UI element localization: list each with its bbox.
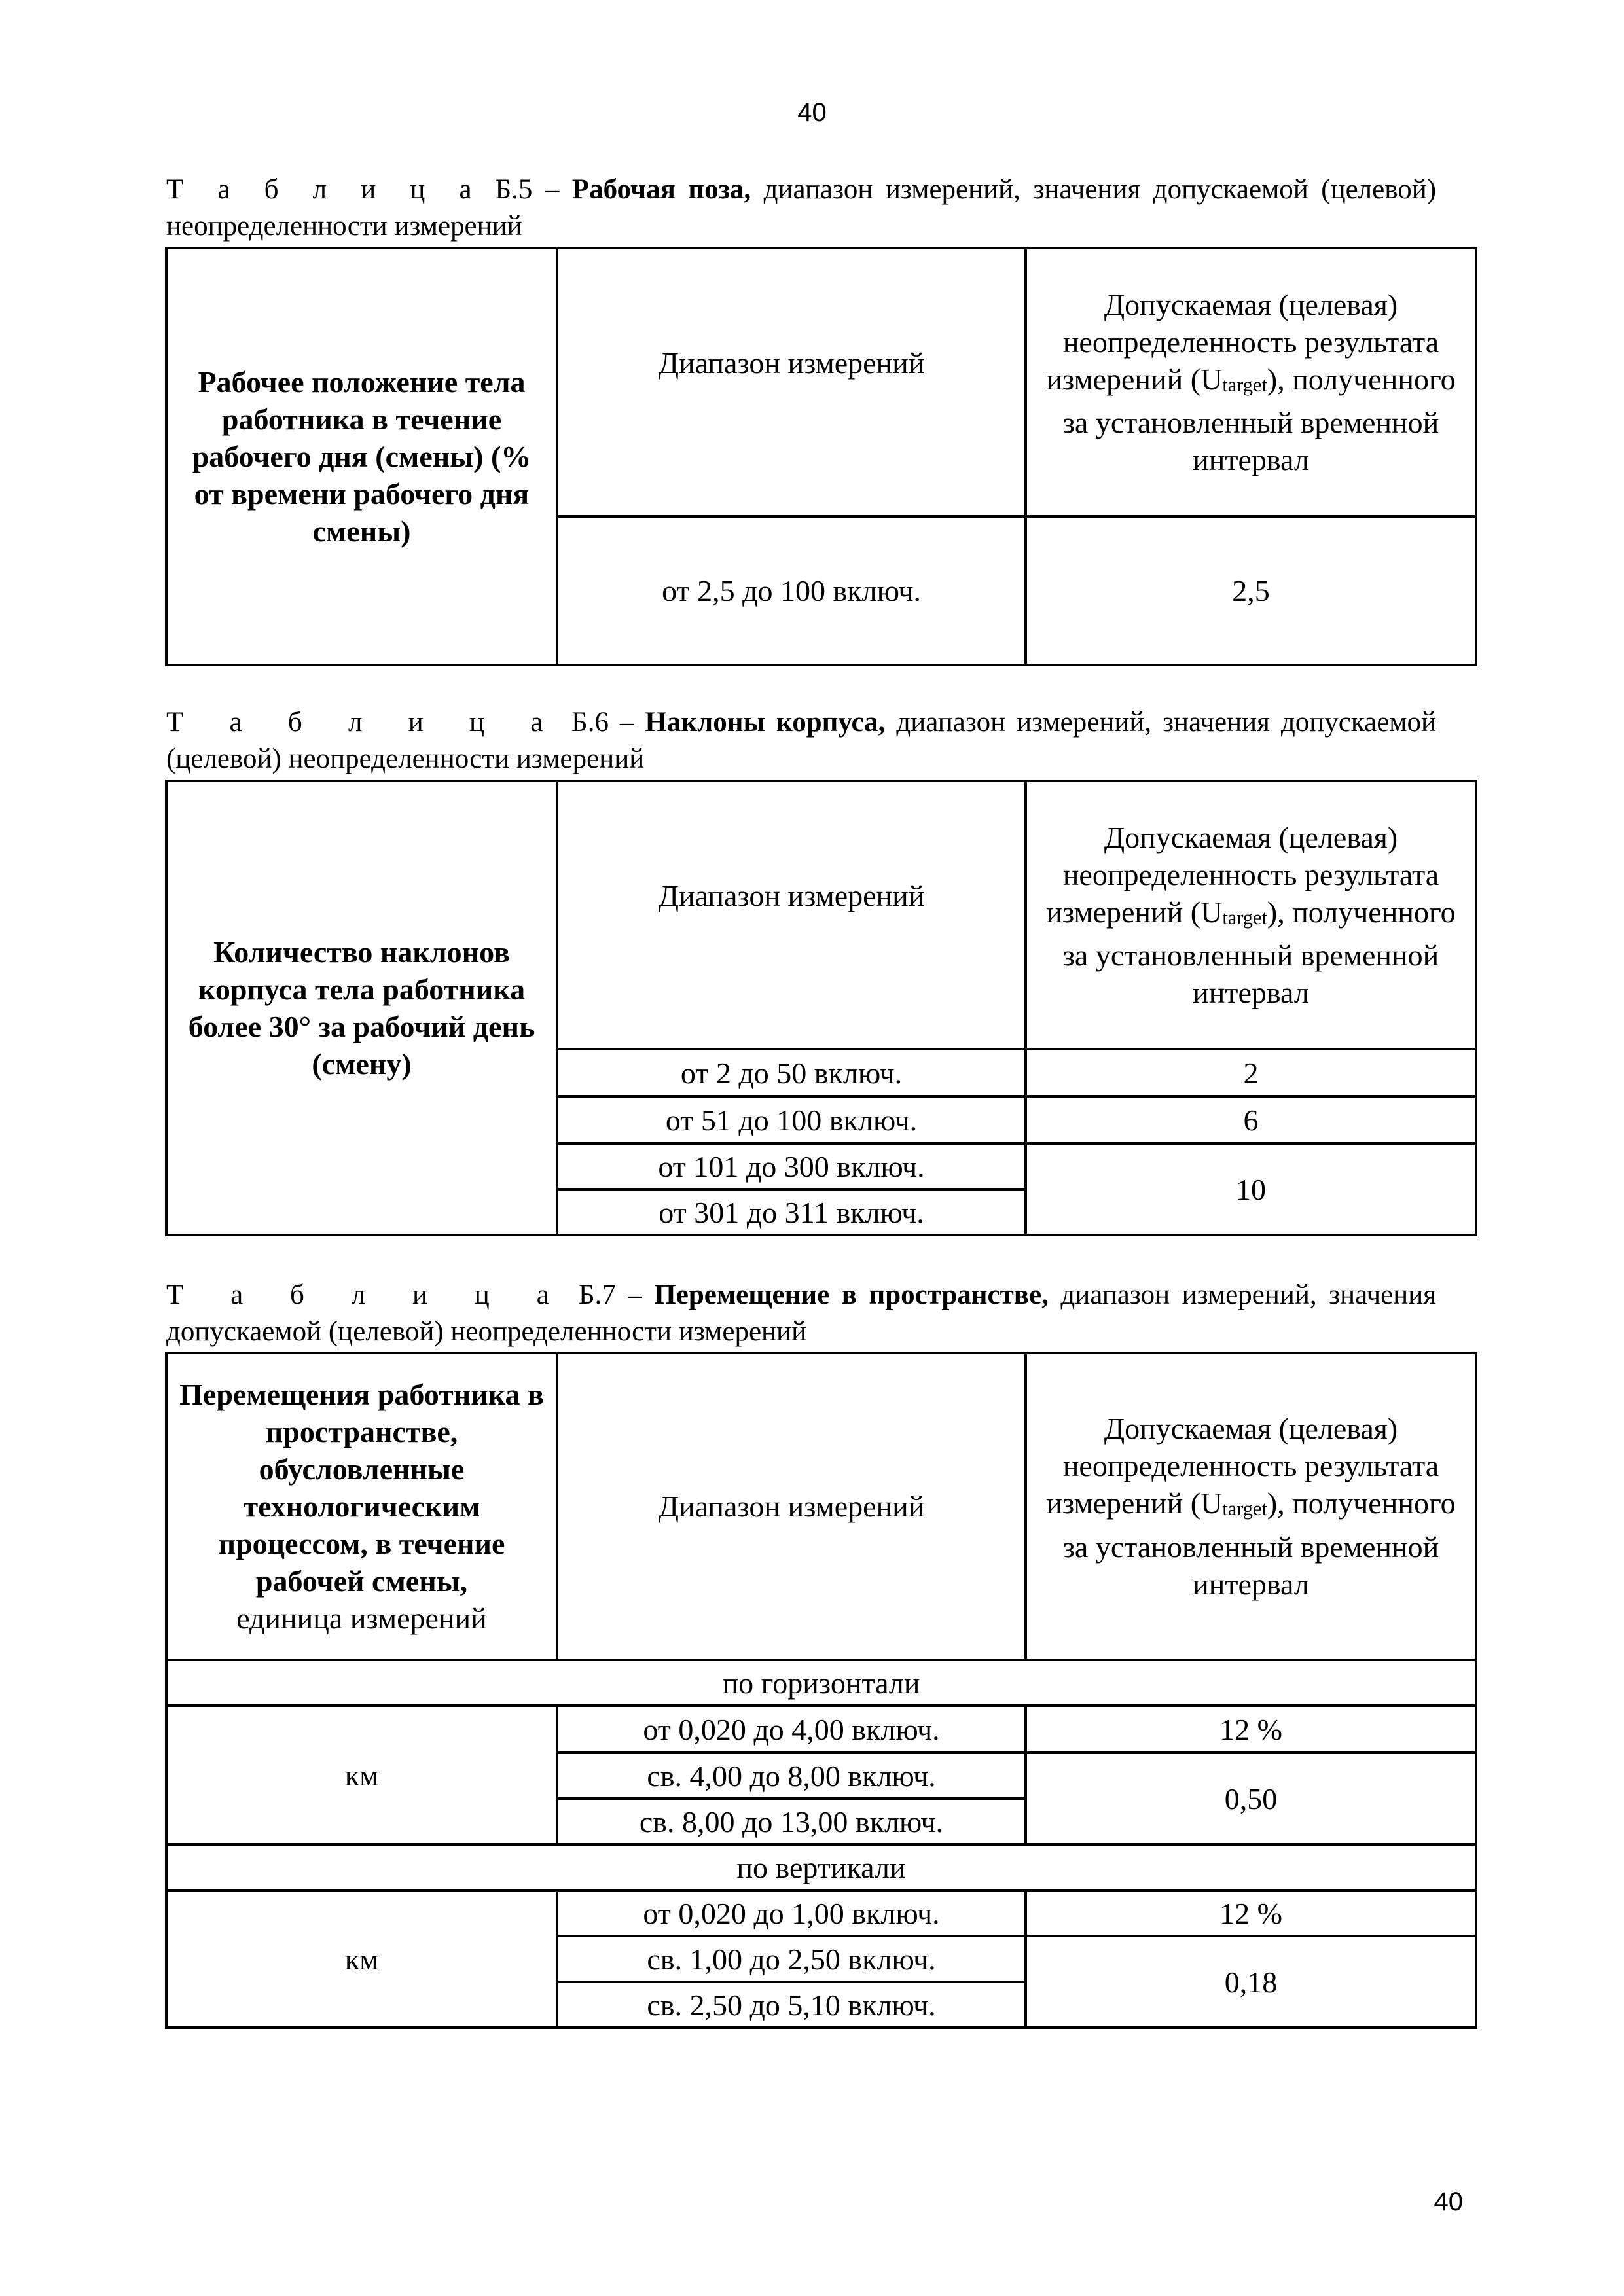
caption-number: Б.6 – [571, 707, 634, 738]
range-cell: от 0,020 до 1,00 включ. [557, 1890, 1026, 1936]
value-cell: 0,50 [1026, 1753, 1476, 1844]
table-b7-caption [166, 1277, 1436, 1350]
range-header: Диапазон измерений [557, 248, 1026, 516]
value-cell: 12 % [1026, 1890, 1476, 1936]
table-b7 [165, 1352, 1477, 2029]
parameter-header: Перемещения работника в пространстве, обусловленные технологическим процессом, в течение рабочей смены, единица измерений [166, 1353, 557, 1660]
caption-text: диапазон измерений, значения допускаемой (целевой) неопределенности измерений [166, 1280, 1437, 1347]
range-cell: св. 1,00 до 2,50 включ. [557, 1936, 1026, 1982]
uncertainty-header: Допускаемая (целевая) неопределенность результата измерений $(U_{target})$, полученного за установленный временной интервал [1026, 781, 1476, 1049]
caption-text: диапазон измерений, значения допускаемой (целевой) неопределенности измерений [166, 174, 1437, 242]
caption-number: Б.7 – [578, 1280, 642, 1310]
range-cell: от 101 до 300 включ. [557, 1143, 1026, 1189]
section-vertical: по вертикали [166, 1844, 1476, 1890]
value-cell: 0,18 [1026, 1936, 1476, 2028]
table-b5-caption [166, 171, 1436, 245]
range-cell: от 0,020 до 4,00 включ. [557, 1706, 1026, 1753]
uncertainty-header: Допускаемая (целевая) неопределенность результата измерений $(U_{target})$, полученного за установленный временной интервал [1026, 248, 1476, 516]
range-header: Диапазон измерений [557, 781, 1026, 1049]
section-horizontal: по горизонтали [166, 1660, 1476, 1706]
caption-label: Т а б л и ц а [166, 707, 561, 738]
value-cell: 2,5 [1026, 516, 1476, 665]
caption-title: Перемещение в пространстве, [654, 1280, 1049, 1310]
page-number-top: 40 [797, 98, 827, 127]
page-number-bottom: 40 [1434, 2187, 1463, 2216]
range-cell: от 2 до 50 включ. [557, 1049, 1026, 1096]
caption-label: Т а б л и ц а [166, 174, 482, 205]
uncertainty-header: Допускаемая (целевая) неопределенность результата измерений $(U_{target})$, полученного за установленный временной интервал [1026, 1353, 1476, 1660]
range-header: Диапазон измерений [557, 1353, 1026, 1660]
value-cell: 6 [1026, 1096, 1476, 1143]
unit-cell: км [166, 1890, 557, 2028]
value-cell: 12 % [1026, 1706, 1476, 1753]
caption-text: диапазон измерений, значения допускаемой (целевой) неопределенности измерений [166, 707, 1436, 774]
range-cell: св. 2,50 до 5,10 включ. [557, 1982, 1026, 2028]
range-cell: от 301 до 311 включ. [557, 1189, 1026, 1235]
table-b5 [165, 247, 1477, 666]
caption-title: Наклоны корпуса, [645, 707, 886, 738]
caption-number: Б.5 – [495, 174, 560, 205]
table-b6-caption [166, 704, 1436, 778]
caption-title: Рабочая поза, [571, 174, 751, 205]
parameter-header: Количество наклонов корпуса тела работника более 30° за рабочий день (смену) [166, 781, 557, 1235]
parameter-header: Рабочее положение тела работника в течение рабочего дня (смены) (% от времени рабочего дня смены) [166, 248, 557, 665]
caption-label: Т а б л и ц а [166, 1280, 567, 1310]
value-cell: 2 [1026, 1049, 1476, 1096]
range-cell: от 51 до 100 включ. [557, 1096, 1026, 1143]
value-cell: 10 [1026, 1143, 1476, 1235]
range-cell: св. 4,00 до 8,00 включ. [557, 1753, 1026, 1799]
range-cell: от 2,5 до 100 включ. [557, 516, 1026, 665]
unit-cell: км [166, 1706, 557, 1844]
table-b6 [165, 780, 1477, 1236]
range-cell: св. 8,00 до 13,00 включ. [557, 1799, 1026, 1844]
